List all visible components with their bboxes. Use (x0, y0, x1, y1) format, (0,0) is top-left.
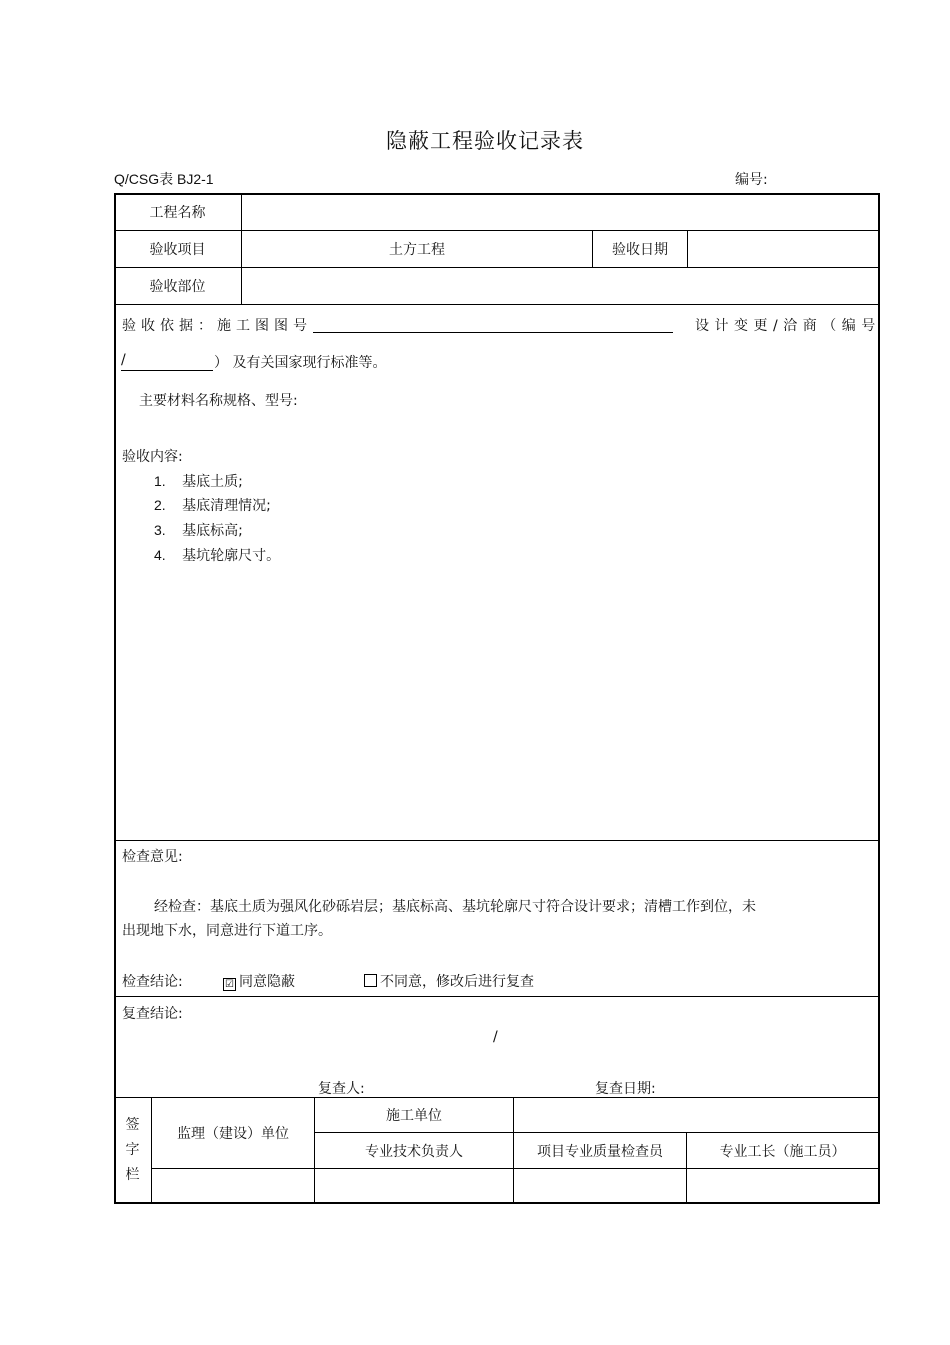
list-item-number: 2. (154, 497, 166, 513)
basis-prefix: 验收依据：施工图图号 (122, 318, 312, 334)
acceptance-item-label: 验收项目 (149, 241, 206, 258)
qc-inspector-label: 项目专业质量检查员 (537, 1143, 663, 1160)
list-item (154, 495, 271, 515)
change-number-slash: / (121, 352, 126, 368)
signature-side-label (114, 1097, 151, 1204)
list-item (154, 520, 243, 540)
form-code: Q/CSG表 BJ2-1 (114, 171, 214, 187)
signature-char: 栏 (125, 1167, 140, 1183)
option-agree-label: 同意隐蔽 (239, 974, 295, 990)
supervision-signature-field[interactable] (152, 1169, 314, 1203)
qc-inspector-signature-field[interactable] (514, 1169, 686, 1203)
option-disagree-label: 不同意，修改后进行复查 (380, 974, 534, 990)
list-item (154, 545, 280, 565)
review-date-label: 复查日期: (595, 1081, 656, 1097)
row-divider (114, 840, 880, 841)
record-table (114, 193, 880, 1204)
acceptance-location-label: 验收部位 (149, 278, 206, 295)
signature-char: 字 (125, 1142, 140, 1158)
content-label: 验收内容: (122, 449, 183, 465)
drawing-number-field[interactable] (313, 332, 673, 333)
list-item-number: 1. (154, 473, 166, 489)
row-divider (114, 304, 880, 305)
acceptance-location-field[interactable] (242, 267, 878, 304)
list-item (154, 471, 243, 491)
inspection-label: 检查意见: (122, 849, 183, 865)
checked-checkbox-icon[interactable]: ☑ (223, 978, 236, 991)
list-item-text: 基底清理情况; (182, 498, 271, 514)
acceptance-date-label: 验收日期 (612, 241, 668, 258)
materials-label: 主要材料名称规格、型号: (139, 393, 298, 409)
list-item-number: 3. (154, 522, 166, 538)
tech-lead-signature-field[interactable] (315, 1169, 513, 1203)
basis-suffix: ） 及有关国家现行标准等。 (214, 355, 387, 371)
design-change-label: 设计变更/洽商（编号 (695, 318, 881, 334)
page-title: 隐蔽工程验收记录表 (386, 129, 584, 153)
supervision-unit-label: 监理（建设）单位 (177, 1125, 289, 1142)
change-number-field[interactable] (121, 370, 213, 371)
list-item-text: 基底标高; (182, 523, 243, 539)
option-agree[interactable] (223, 971, 295, 991)
project-name-label: 工程名称 (149, 204, 206, 221)
project-name-field[interactable] (242, 193, 878, 230)
acceptance-date-field[interactable] (688, 230, 878, 267)
foreman-label: 专业工长（施工员） (719, 1143, 846, 1160)
signature-char: 签 (125, 1117, 140, 1133)
inspection-opinion-line2: 出现地下水，同意进行下道工序。 (122, 923, 332, 939)
unchecked-checkbox-icon[interactable] (364, 974, 377, 987)
list-item-text: 基坑轮廓尺寸。 (182, 548, 281, 564)
option-disagree[interactable] (364, 971, 534, 991)
tech-lead-label: 专业技术负责人 (365, 1143, 463, 1160)
construction-unit-label: 施工单位 (386, 1107, 442, 1124)
list-item-text: 基底土质; (182, 474, 243, 490)
construction-unit-field[interactable] (514, 1097, 878, 1132)
list-item-number: 4. (154, 547, 166, 563)
row-divider (114, 996, 880, 997)
conclusion-label: 检查结论: (122, 974, 183, 990)
review-value: / (493, 1029, 498, 1045)
acceptance-item-value[interactable]: 土方工程 (389, 241, 445, 258)
foreman-signature-field[interactable] (687, 1169, 878, 1203)
inspection-opinion-line1: 经检查：基底土质为强风化砂砾岩层；基底标高、基坑轮廓尺寸符合设计要求；清槽工作到位，未 (154, 899, 756, 915)
review-label: 复查结论: (122, 1006, 183, 1022)
reviewer-label: 复查人: (318, 1081, 365, 1097)
number-label: 编号: (735, 172, 768, 188)
